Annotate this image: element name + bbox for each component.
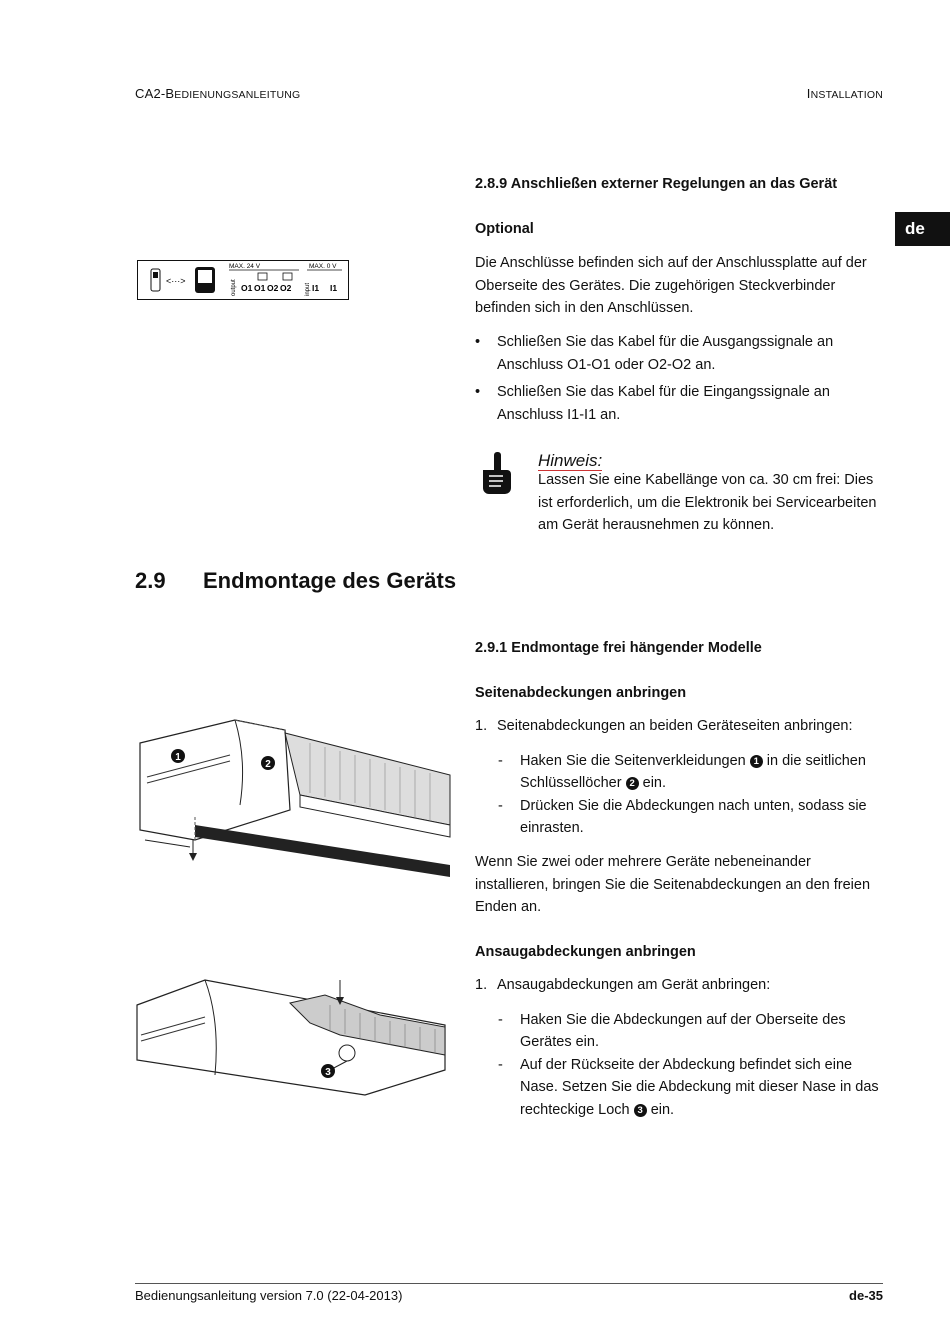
list-item: - Auf der Rückseite der Abdeckung befindet sich eine Nase. Setzen Sie die Abdeckung mit dieser Nase in das rechteckige Loch 3 ein. <box>475 1054 885 1122</box>
marker-2-label: 2 <box>265 759 271 770</box>
input-label: input <box>305 282 311 296</box>
section-291-title: 2.9.1 Endmontage frei hängender Modelle <box>475 640 762 656</box>
o2-label: O2 <box>280 283 292 293</box>
o1-label: O1 <box>241 283 253 293</box>
side-covers-steps: 1. Seitenabdeckungen an beiden Geräteseiten anbringen: - Haken Sie die Seitenverkleidungen 1 in die seitlichen Schlüssellöcher 2 ein. - Drücken Sie die Abdeckungen nach unten, sodass sie einrasten. <box>475 715 885 840</box>
running-header-left: CA2-BEDIENUNGSANLEITUNG <box>135 86 301 101</box>
arrow-label: <···> <box>166 276 186 286</box>
list-item: - Drücken Sie die Abdeckungen nach unten, sodass sie einrasten. <box>475 795 885 840</box>
side-cover-illustration <box>135 715 455 890</box>
section-number: 2.9 <box>135 568 166 593</box>
running-header-right: INSTALLATION <box>806 86 883 101</box>
section-289-bullets <box>475 331 885 431</box>
side-covers-paragraph: Wenn Sie zwei oder mehrere Geräte nebeneinander installieren, bringen Sie die Seitenabdeckungen an den freien Enden an. <box>475 854 871 915</box>
list-item: • Schließen Sie das Kabel für die Eingangssignale an Anschluss I1-I1 an. <box>475 381 885 426</box>
marker-1: 1 <box>750 755 763 768</box>
intake-covers-subhead: Ansaugabdeckungen anbringen <box>475 944 696 960</box>
intake-covers-steps: 1. Ansaugabdeckungen am Gerät anbringen: - Haken Sie die Abdeckungen auf der Oberseite des Gerätes ein. - Auf der Rückseite der Abdeckung befindet sich eine Nase. Setzen Sie die Abdeckung mit dieser Nase in das rechteckige Loch 3 ein. <box>475 974 885 1121</box>
connection-diagram <box>137 260 349 305</box>
marker-3: 3 <box>634 1104 647 1117</box>
marker-2: 2 <box>626 777 639 790</box>
list-item: • Schließen Sie das Kabel für die Ausgangssignale an Anschluss O1-O1 oder O2-O2 an. <box>475 331 885 376</box>
footer-left: Bedienungsanleitung version 7.0 (22-04-2013) <box>135 1288 403 1303</box>
section-29-heading <box>135 568 457 594</box>
footer-rule <box>135 1283 883 1284</box>
note-text: Lassen Sie eine Kabellänge von ca. 30 cm frei: Dies ist erforderlich, um die Elektronik bei Servicearbeiten am Gerät herausnehmen zu können. <box>538 472 877 533</box>
pointing-hand-icon <box>478 450 514 503</box>
o2-label: O2 <box>267 283 279 293</box>
list-item: - Haken Sie die Abdeckungen auf der Oberseite des Gerätes ein. <box>475 1009 885 1054</box>
optional-subhead: Optional <box>475 221 534 237</box>
max24-label: MAX. 24 V <box>229 263 261 270</box>
output-label: output <box>231 279 237 296</box>
language-tab: de <box>895 212 950 246</box>
section-title: Endmontage des Geräts <box>203 568 457 593</box>
marker-1-label: 1 <box>175 752 181 763</box>
list-item: - Haken Sie die Seitenverkleidungen 1 in die seitlichen Schlüssellöcher 2 ein. <box>475 750 885 795</box>
side-covers-subhead: Seitenabdeckungen anbringen <box>475 685 687 701</box>
note-title: Hinweis: <box>538 451 603 470</box>
o1-label: O1 <box>254 283 266 293</box>
page-number: de-35 <box>849 1288 883 1303</box>
intake-cover-illustration <box>135 975 455 1110</box>
i1-label: I1 <box>312 283 320 293</box>
marker-3-label: 3 <box>325 1067 331 1078</box>
section-289-paragraph: Die Anschlüsse befinden sich auf der Anschlussplatte auf der Oberseite des Gerätes. Die zugehörigen Steckverbinder befinden sich in den Anschlüssen. <box>475 255 867 316</box>
max0-label: MAX. 0 V <box>309 263 337 270</box>
section-289-title: 2.8.9 Anschließen externer Regelungen an das Gerät <box>475 176 838 192</box>
i1-label: I1 <box>330 283 338 293</box>
